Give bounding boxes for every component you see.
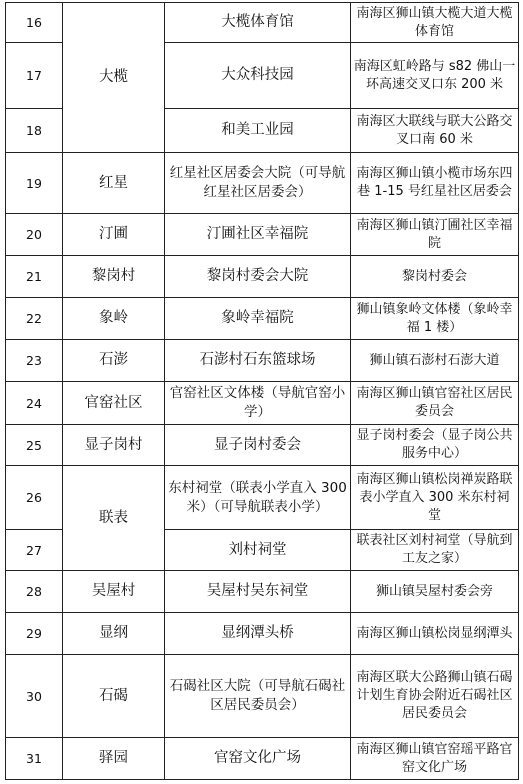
- venue-cell: 大众科技园: [165, 43, 351, 109]
- table-row: [6, 655, 519, 738]
- venue-cell: 显子岗村委会: [165, 425, 351, 466]
- table-row: [6, 153, 519, 214]
- venue-cell: 汀圃社区幸福院: [165, 214, 351, 256]
- area-cell: 吴屋村: [63, 571, 165, 613]
- row-number: 18: [6, 109, 63, 153]
- address-cell: 南海区联大公路狮山镇石碣计划生育协会附近石碣社区居民委员会: [351, 655, 519, 738]
- area-cell: 联表: [63, 466, 165, 571]
- address-cell: 南海区狮山镇松岗显纲潭头: [351, 613, 519, 655]
- area-cell: 红星: [63, 153, 165, 214]
- address-cell: 南海区狮山镇小榄市场东四巷 1-15 号红星社区居委会: [351, 153, 519, 214]
- venue-cell: 吴屋村吴东祠堂: [165, 571, 351, 613]
- venue-cell: 官窑社区文体楼（导航官窑小学）: [165, 382, 351, 425]
- table-row: [6, 3, 519, 43]
- address-cell: 南海区狮山镇松岗禅炭路联表小学直入 300 米东村祠堂: [351, 466, 519, 530]
- area-cell: 显子岗村: [63, 425, 165, 466]
- row-number: 25: [6, 425, 63, 466]
- area-cell: 石澎: [63, 340, 165, 382]
- address-cell: 南海区狮山镇官窑瑶平路官窑文化广场: [351, 738, 519, 780]
- area-cell: 象岭: [63, 298, 165, 340]
- area-cell: 驿园: [63, 738, 165, 780]
- venue-table: [5, 2, 519, 780]
- row-number: 19: [6, 153, 63, 214]
- table-row: [6, 340, 519, 382]
- table-row: [6, 738, 519, 780]
- address-cell: 南海区狮山镇大榄大道大榄体育馆: [351, 3, 519, 43]
- venue-cell: 大榄体育馆: [165, 3, 351, 43]
- area-cell: 汀圃: [63, 214, 165, 256]
- table-row: [6, 571, 519, 613]
- address-cell: 南海区大联线与联大公路交叉口南 60 米: [351, 109, 519, 153]
- row-number: 29: [6, 613, 63, 655]
- address-cell: 黎岗村委会: [351, 256, 519, 298]
- row-number: 27: [6, 530, 63, 571]
- venue-cell: 石碣社区大院（可导航石碣社区居民委员会）: [165, 655, 351, 738]
- address-cell: 狮山镇石澎村石澎大道: [351, 340, 519, 382]
- row-number: 22: [6, 298, 63, 340]
- table-row: [6, 613, 519, 655]
- row-number: 21: [6, 256, 63, 298]
- row-number: 26: [6, 466, 63, 530]
- venue-cell: 东村祠堂（联表小学直入 300 米）（可导航联表小学）: [165, 466, 351, 530]
- table-row: [6, 256, 519, 298]
- venue-cell: 官窑文化广场: [165, 738, 351, 780]
- table-row: [6, 382, 519, 425]
- area-cell: 石碣: [63, 655, 165, 738]
- address-cell: 显子岗村委会（显子岗公共服务中心）: [351, 425, 519, 466]
- row-number: 31: [6, 738, 63, 780]
- table-row: [6, 425, 519, 466]
- venue-cell: 显纲潭头桥: [165, 613, 351, 655]
- venue-cell: 刘村祠堂: [165, 530, 351, 571]
- area-cell: 大榄: [63, 3, 165, 153]
- area-cell: 官窑社区: [63, 382, 165, 425]
- table-row: [6, 466, 519, 530]
- venue-cell: 黎岗村委会大院: [165, 256, 351, 298]
- venue-cell: 象岭幸福院: [165, 298, 351, 340]
- row-number: 28: [6, 571, 63, 613]
- row-number: 16: [6, 3, 63, 43]
- area-cell: 黎岗村: [63, 256, 165, 298]
- address-cell: 联表社区刘村祠堂（导航到工友之家）: [351, 530, 519, 571]
- row-number: 30: [6, 655, 63, 738]
- table-row: [6, 214, 519, 256]
- row-number: 23: [6, 340, 63, 382]
- row-number: 24: [6, 382, 63, 425]
- address-cell: 狮山镇象岭文体楼（象岭幸福 1 楼）: [351, 298, 519, 340]
- row-number: 20: [6, 214, 63, 256]
- area-cell: 显纲: [63, 613, 165, 655]
- venue-cell: 红星社区居委会大院（可导航红星社区居委会）: [165, 153, 351, 214]
- row-number: 17: [6, 43, 63, 109]
- table-row: [6, 298, 519, 340]
- venue-cell: 和美工业园: [165, 109, 351, 153]
- address-cell: 南海区狮山镇汀圃社区幸福院: [351, 214, 519, 256]
- venue-cell: 石澎村石东篮球场: [165, 340, 351, 382]
- address-cell: 南海区狮山镇官窑社区居民委员会: [351, 382, 519, 425]
- address-cell: 南海区虹岭路与 s82 佛山一环高速交叉口东 200 米: [351, 43, 519, 109]
- address-cell: 狮山镇吴屋村委会旁: [351, 571, 519, 613]
